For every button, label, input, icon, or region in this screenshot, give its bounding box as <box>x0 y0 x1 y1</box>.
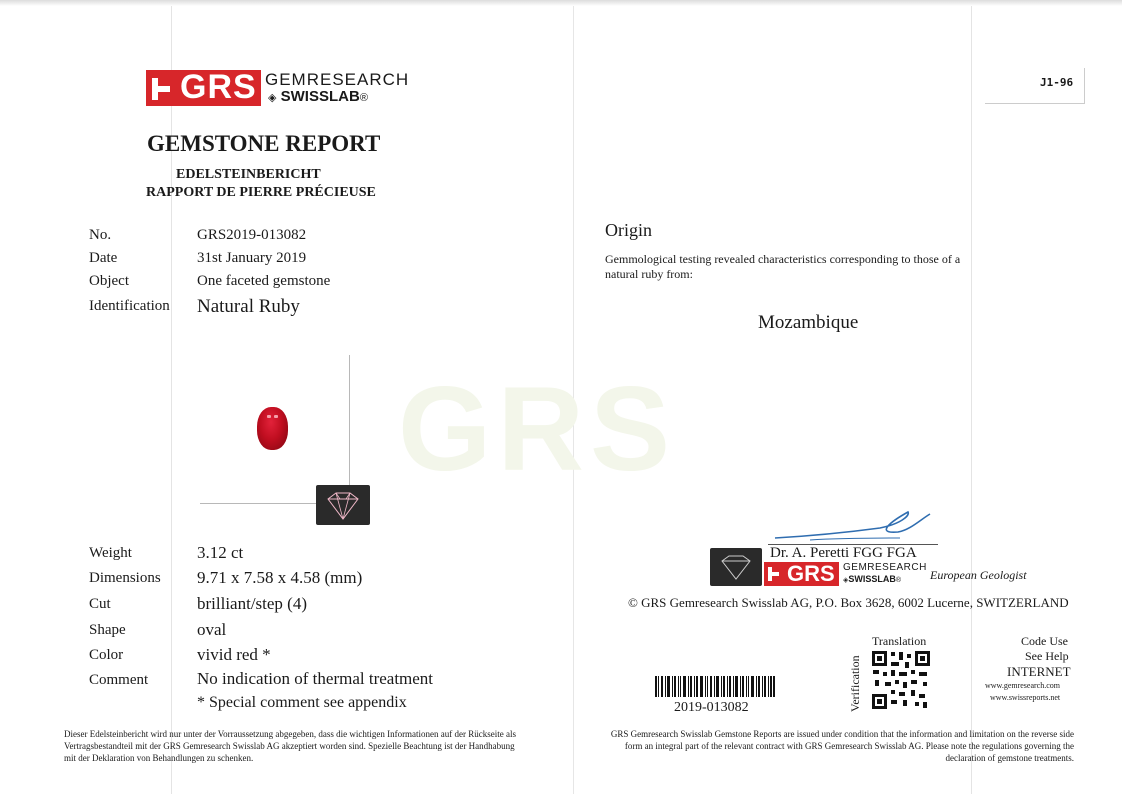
scan-line-right <box>971 0 972 794</box>
code-use-label: Code Use <box>1021 634 1068 648</box>
report-subtitle-de: EDELSTEINBERICHT <box>176 167 321 182</box>
signatory-title: European Geologist <box>930 568 1027 582</box>
diamond-icon <box>710 548 762 586</box>
label-cut: Cut <box>89 596 111 612</box>
barcode-number: 2019-013082 <box>674 700 749 715</box>
scan-line-left <box>171 0 172 794</box>
origin-heading: Origin <box>605 220 652 240</box>
company-address: © GRS Gemresearch Swisslab AG, P.O. Box 3628, 6002 Lucerne, SWITZERLAND <box>628 595 1069 610</box>
diamond-icon: ◈ <box>268 92 277 104</box>
label-color: Color <box>89 647 124 663</box>
value-object: One faceted gemstone <box>197 273 331 289</box>
signatory-name: Dr. A. Peretti FGG FGA <box>770 545 917 561</box>
barcode-image <box>655 676 775 697</box>
origin-country: Mozambique <box>758 312 859 333</box>
grs-watermark: GRS <box>398 362 677 496</box>
value-identification: Natural Ruby <box>197 296 300 317</box>
value-shape: oval <box>197 620 227 639</box>
gem-crosshair-vertical <box>349 355 350 505</box>
diamond-icon: ◈ <box>843 577 849 584</box>
label-identification: Identification <box>89 298 170 314</box>
translation-label: Translation <box>872 634 927 648</box>
appendix-note: * Special comment see appendix <box>197 694 407 711</box>
see-help-label: See Help <box>1025 649 1069 663</box>
verification-label: Verification <box>848 655 862 712</box>
report-title: GEMSTONE REPORT <box>147 131 381 156</box>
label-date: Date <box>89 250 118 266</box>
label-object: Object <box>89 273 129 289</box>
value-dimensions: 9.71 x 7.58 x 4.58 (mm) <box>197 568 363 587</box>
report-subtitle-fr: RAPPORT DE PIERRE PRÉCIEUSE <box>146 185 376 200</box>
website-link-gemresearch[interactable]: www.gemresearch.com <box>985 681 1061 690</box>
label-shape: Shape <box>89 622 126 638</box>
brilliant-cut-icon <box>316 485 370 525</box>
stamp-label: J1-96 <box>985 68 1085 104</box>
label-weight: Weight <box>89 545 132 561</box>
label-number: No. <box>89 227 112 243</box>
value-cut: brilliant/step (4) <box>197 594 308 613</box>
disclaimer-german: Dieser Edelsteinbericht wird nur unter der Vorraussetzung abgegeben, dass die wichtigen Informationen auf der Rückseite als Vertragsbestandteil mit der GRS Gemresearch Swisslab AG akzeptiert worden sind. Spezielle Beachtung ist der Handhabung mit der Deklaration von Behandlungen zu schenken. <box>64 729 517 763</box>
label-comment: Comment <box>89 672 149 688</box>
value-weight: 3.12 ct <box>197 543 244 562</box>
value-color: vivid red * <box>197 645 271 664</box>
value-date: 31st January 2019 <box>197 250 307 266</box>
cut-diagram-card <box>316 485 370 525</box>
footer-diamond-card <box>710 548 762 586</box>
disclaimer-english: GRS Gemresearch Swisslab Gemstone Reports are issued under condition that the information and limitation on the reverse side form an integral part of the relevant contract with GRS Gemresearch Swisslab AG. Please note the regulations governing the declaration of gemstone treatments. <box>610 729 1074 763</box>
scan-top-edge <box>0 0 1122 6</box>
value-comment: No indication of thermal treatment <box>197 669 434 688</box>
label-dimensions: Dimensions <box>89 570 161 586</box>
origin-text: Gemmological testing revealed characteristics corresponding to those of a natural ruby from: <box>605 252 961 281</box>
value-number: GRS2019-013082 <box>197 227 307 243</box>
website-link-swissreports[interactable]: www.swissreports.net <box>990 693 1061 702</box>
internet-label: INTERNET <box>1007 664 1071 679</box>
qr-code[interactable] <box>871 650 931 710</box>
ruby-image <box>257 407 288 450</box>
